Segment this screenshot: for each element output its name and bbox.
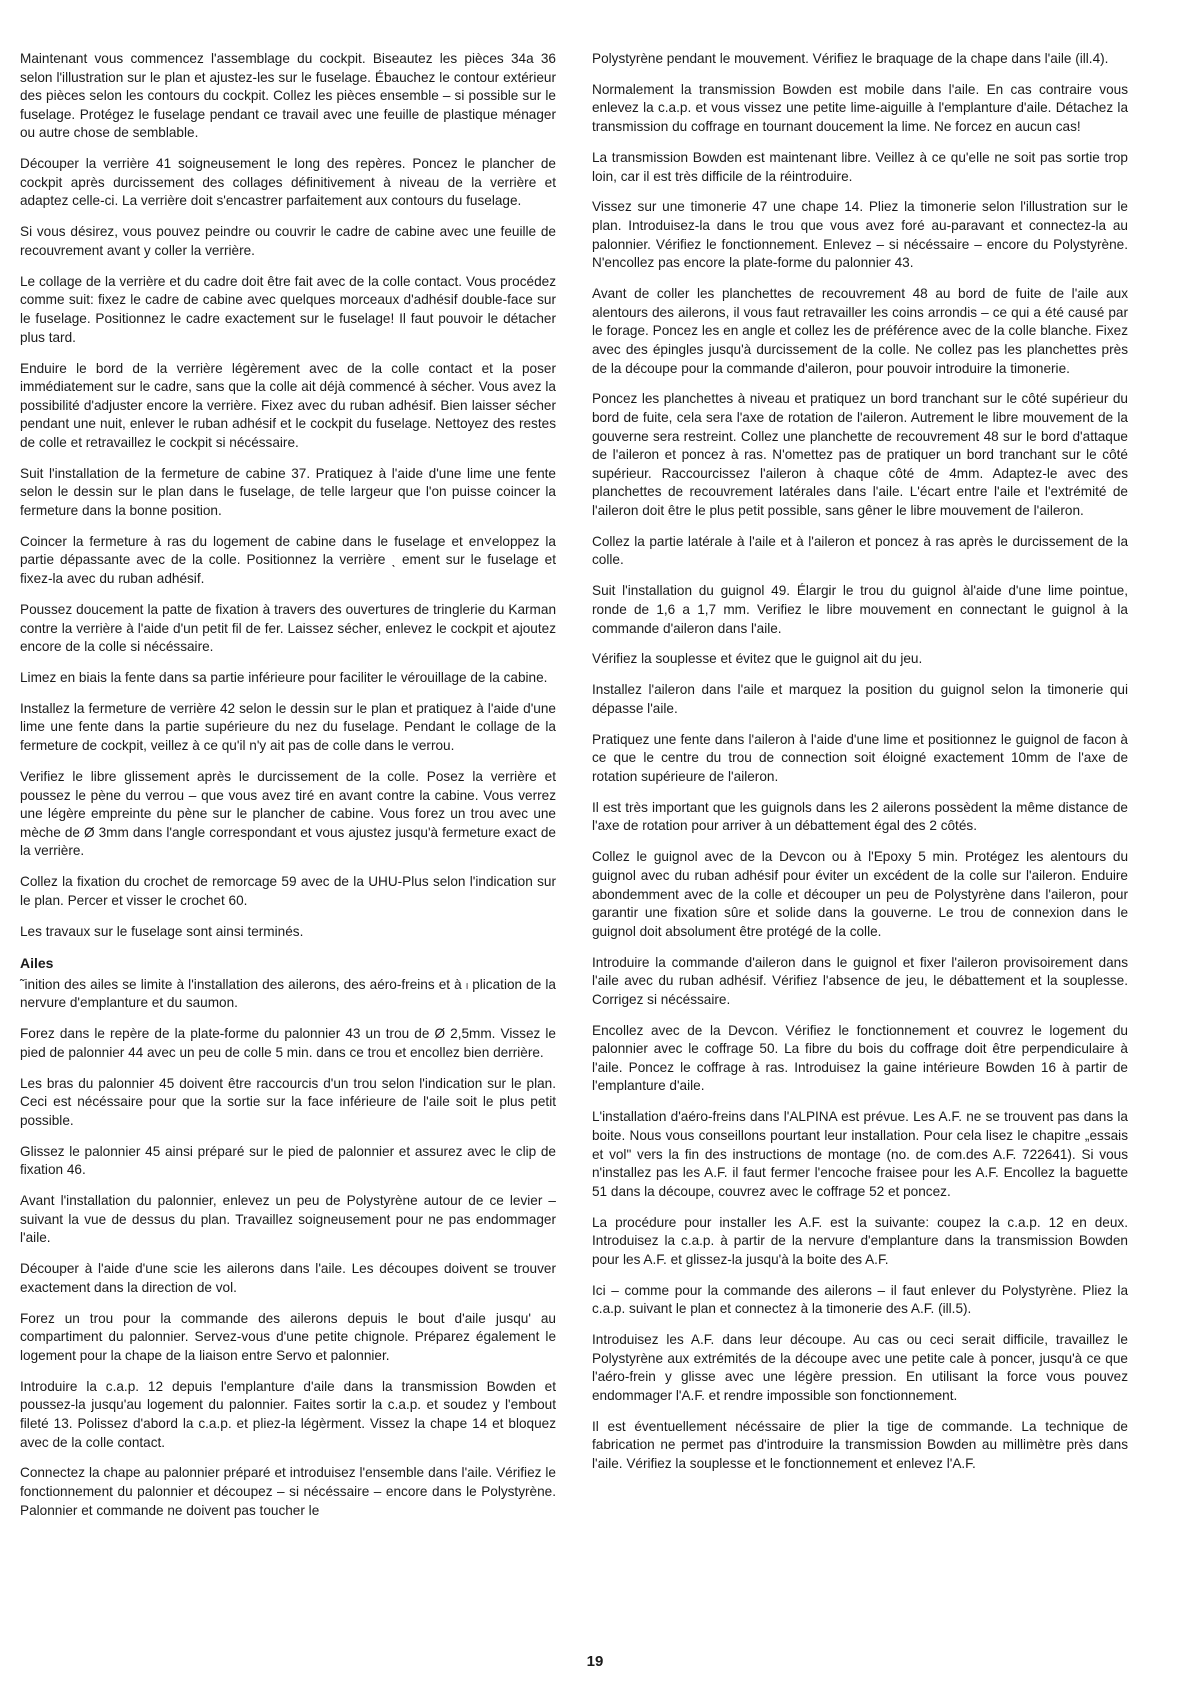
paragraph: Suit l'installation de la fermeture de cabine 37. Pratiquez à l'aide d'une lime une fente selon le dessin sur le plan dans le fuselage, de telle largeur que l'on puisse coincer la fermeture dans la bonne position. xyxy=(20,465,556,518)
paragraph: Découper la verrière 41 soigneusement le long des repères. Poncez le plancher de cockpit après durcissement des collages définitivement à niveau de la verrière et adaptez celle-ci. La verrière doit s'encastrer parfaitement aux contours du fuselage. xyxy=(20,156,556,209)
paragraph: Le collage de la verrière et du cadre doit être fait avec de la colle contact. Vous procédez comme suit: fixez le cadre de cabine avec quelques morceaux d'adhésif double-face sur le fuselage. Positionnez le cadre exactement sur le fuselage! Il faut pouvoir le détacher plus tard. xyxy=(20,273,556,345)
paragraph: Forez dans le repère de la plate-forme du palonnier 43 un trou de Ø 2,5mm. Vissez le pied de palonnier 44 avec un peu de colle 5 min. dans ce trou et encollez bien derrière. xyxy=(20,1026,556,1060)
paragraph: Poussez doucement la patte de fixation à travers des ouvertures de tringlerie du Karman contre la verrière à l'aide d'un petit fil de fer. Laissez sécher, enlevez le cockpit et ajoutez encore de la colle si nécéssaire. xyxy=(20,601,556,655)
paragraph: Coincer la fermeture à ras du logement de cabine dans le fuselage et en˅eloppez la partie dépassante avec de la colle. Positionnez la verrière ˎ ement sur le fuselage et fixez-la avec du ruban adhésif. xyxy=(20,533,556,587)
paragraph: Avant l'installation du palonnier, enlevez un peu de Polystyrène autour de ce levier – suivant la vue de dessus du plan. Travaillez soigneusement pour ne pas endommager l'aile. xyxy=(20,1193,556,1246)
paragraph: La transmission Bowden est maintenant libre. Veillez à ce qu'elle ne soit pas sortie trop loin, car il est très difficile de la réintroduire. xyxy=(592,149,1128,184)
paragraph: Il est très important que les guignols dans les 2 ailerons possèdent la même distance de l'axe de rotation pour arriver à un débattement égal des 2 côtés. xyxy=(592,799,1128,834)
paragraph: Avant de coller les planchettes de recouvrement 48 au bord de fuite de l'aile aux alentours des ailerons, il vous faut retravailler les coins arrondis – ce qui a été causé par le forage. Poncez les en angle et collez les de préférence avec de la colle blanche. Fixez avec des épingles jusqu'à durcissement de la colle. Ne collez pas les planchettes près de la découpe pour la commande d'aileron, pour pouvoir introduire la timonerie. xyxy=(592,286,1128,376)
right-column xyxy=(592,50,1128,1486)
paragraph: Limez en biais la fente dans sa partie inférieure pour faciliter le vérouillage de la cabine. xyxy=(20,670,548,685)
paragraph: Collez la partie latérale à l'aile et à l'aileron et poncez à ras après le durcissement de la colle. xyxy=(592,533,1128,568)
paragraph: Polystyrène pendant le mouvement. Vérifiez le braquage de la chape dans l'aile (ill.4). xyxy=(592,51,1109,66)
paragraph: Introduire la c.a.p. 12 depuis l'emplanture d'aile dans la transmission Bowden et poussez-la jusqu'au logement du palonnier. Faites sortir la c.a.p. et soudez y l'embout fileté 13. Polissez d'abord la c.a.p. et pliez-la légèrment. Vissez la chape 14 et bloquez avec de la colle contact. xyxy=(20,1378,556,1450)
paragraph: Les bras du palonnier 45 doivent être raccourcis d'un trou selon l'indication sur le plan. Ceci est nécéssaire pour que la sortie sur la face inférieure de l'aile soit le plus petit possible. xyxy=(20,1075,556,1128)
paragraph: Suit l'installation du guignol 49. Élargir le trou du guignol àl'aide d'une lime pointue, ronde de 1,6 a 1,7 mm. Verifiez le libre mouvement en connectant le guignol à la commande d'aileron dans l'aile. xyxy=(592,583,1128,636)
paragraph: Vissez sur une timonerie 47 une chape 14. Pliez la timonerie selon l'illustration sur le plan. Introduisez-la dans le trou que vous avez foré au-paravant et connectez-la au palonnier. Vérifiez le fonctionnement. Enlevez – si nécéssaire – encore du Polystyrène. N'encollez pas encore la plate-forme du palonnier 43. xyxy=(592,199,1128,271)
paragraph: Les travaux sur le fuselage sont ainsi terminés. xyxy=(20,923,304,939)
paragraph: Maintenant vous commencez l'assemblage du cockpit. Biseautez les pièces 34a 36 selon l'illustration sur le plan et ajustez-les sur le fuselage. Ébauchez le contour extérieur des pièces selon les contours du cockpit. Collez les pièces ensemble – si possible sur le fuselage. Protégez le fuselage pendant ce travail avec une feuille de plastique ménager ou autre chose de semblable. xyxy=(20,51,556,141)
paragraph: Forez un trou pour la commande des ailerons depuis le bout d'aile jusqu' au compartiment du palonnier. Servez-vous d'une petite chignole. Préparez également le logement pour la chape de la liaison entre Servo et palonnier. xyxy=(20,1310,556,1363)
paragraph: Glissez le palonnier 45 ainsi préparé sur le pied de palonnier et assurez avec le clip de fixation 46. xyxy=(20,1143,556,1178)
paragraph: La procédure pour installer les A.F. est la suivante: coupez la c.a.p. 12 en deux. Introduisez la c.a.p. à partir de la nervure d'emplanture dans la transmission Bowden pour les A.F. et glissez-la jusqu'à la boite des A.F. xyxy=(592,1214,1128,1267)
paragraph: Connectez la chape au palonnier préparé et introduisez l'ensemble dans l'aile. Vérifiez le fonctionnement du palonnier et découpez – si nécéssaire – encore dans le Polystyrène. Palonnier et commande ne doivent pas toucher le xyxy=(20,1465,556,1518)
paragraph: Pratiquez une fente dans l'aileron à l'aide d'une lime et positionnez le guignol de facon à ce que le centre du trou de connection soit éloigné exactement 10mm de l'axe de rotation supérieure de l'aileron. xyxy=(592,731,1128,784)
paragraph: Collez le guignol avec de la Devcon ou à l'Epoxy 5 min. Protégez les alentours du guignol avec du ruban adhésif pour éviter un excédent de la colle sur l'aileron. Enduire abondemment avec de la colle et découper un peu de Polystyrène dans l'aileron, pour garantir une fixation sûre et solide dans la gouverne. Le trou de connexion dans le guignol doit absolument être protégé de la colle. xyxy=(592,849,1128,939)
paragraph: Découper à l'aide d'une scie les ailerons dans l'aile. Les découpes doivent se trouver exactement dans la direction de vol. xyxy=(20,1261,556,1295)
paragraph: Enduire le bord de la verrière légèrement avec de la colle contact et la poser immédiatement sur le cadre, sans que la colle ait déjà commencé à sécher. Vous avez la possibilité d'adjuster encore la verrière. Fixez avec du ruban adhésif. Bien laisser sécher pendant une nuit, enlever le ruban adhésif et le cockpit du fuselage. Nettoyez des restes de colle et retravaillez le cockpit si nécéssaire. xyxy=(20,360,556,450)
paragraph: Si vous désirez, vous pouvez peindre ou couvrir le cadre de cabine avec une feuille de recouvrement avant y coller la verrière. xyxy=(20,224,556,258)
page-number: 19 xyxy=(586,1653,604,1670)
paragraph: Il est éventuellement nécéssaire de plier la tige de commande. La technique de fabrication ne permet pas d'introduire la transmission Bowden au millimètre près dans l'aile. Vérifiez la souplesse et le fonctionnement et enlevez l'A.F. xyxy=(592,1418,1128,1472)
paragraph: Installez l'aileron dans l'aile et marquez la position du guignol selon la timonerie qui dépasse l'aile. xyxy=(592,682,1128,716)
left-column xyxy=(20,50,556,1533)
paragraph: ˜inition des ailes se limite à l'installation des ailerons, des aéro-freins et à ₗ plication de la nervure d'emplanture et du saumon. xyxy=(20,976,556,1011)
paragraph: Verifiez le libre glissement après le durcissement de la colle. Posez la verrière et poussez le pène du verrou – que vous avez tiré en avant contre la cabine. Vous verrez une légère empreinte du pène sur le plancher de cabine. Vous forez un trou avec une mèche de Ø 3mm dans l'angle correspondant et vous ajustez jusqu'à fermeture exact de la verrière. xyxy=(20,768,556,859)
paragraph: L'installation d'aéro-freins dans l'ALPINA est prévue. Les A.F. ne se trouvent pas dans la boite. Nous vous conseillons pourtant leur installation. Pour cela lisez le chapitre „essais et vol" vers la fin des instructions de montage (no. de com.des A.F. 722641). Si vous n'installez pas les A.F. il faut fermer l'encoche fraisee pour les A.F. Encollez la baguette 51 dans la découpe, couvrez avec le coffrage 52 et poncez. xyxy=(592,1109,1128,1199)
paragraph: Vérifiez la souplesse et évitez que le guignol ait du jeu. xyxy=(592,651,923,667)
section-heading: Ailes xyxy=(20,954,54,971)
paragraph: Collez la fixation du crochet de remorcage 59 avec de la UHU-Plus selon l'indication sur le plan. Percer et visser le crochet 60. xyxy=(20,874,556,908)
paragraph: Introduire la commande d'aileron dans le guignol et fixer l'aileron provisoirement dans l'aile avec du ruban adhésif. Vérifiez l'absence de jeu, le débattement et la souplesse. Corrigez si nécéssaire. xyxy=(592,954,1128,1007)
paragraph: Encollez avec de la Devcon. Vérifiez le fonctionnement et couvrez le logement du palonnier avec le coffrage 50. La fibre du bois du coffrage doit être perpendiculaire à l'aile. Poncez le coffrage à ras. Introduisez la gaine intérieure Bowden 16 à partir de l'emplanture d'aile. xyxy=(592,1022,1128,1094)
paragraph: Poncez les planchettes à niveau et pratiquez un bord tranchant sur le côté supérieur du bord de fuite, cela sera l'axe de rotation de l'aileron. Autrement le libre mouvement de la gouverne sera restreint. Collez une planchette de recouvrement 48 sur le bord d'attaque de l'aileron et poncez à ras. N'omettez pas de pratiquer un bord tranchant sur le côté supérieur. Raccourcissez l'aileron à chaque côté de 4mm. Adaptez-le avec des planchettes de recouvrement latérales dans l'aile. L'écart entre l'aile et l'extrémité de l'aileron doit être le plus petit possible, sans gêner le libre mouvement de l'aileron. xyxy=(592,391,1128,518)
paragraph: Installez la fermeture de verrière 42 selon le dessin sur le plan et pratiquez à l'aide d'une lime une fente dans la partie supérieure du nez du fuselage. Pendant le collage de la fermeture de cockpit, veillez à ce qu'il n'y ait pas de colle dans le verrou. xyxy=(20,700,556,754)
paragraph: Introduisez les A.F. dans leur découpe. Au cas ou ceci serait difficile, travaillez le Polystyrène aux extrémités de la découpe avec une petite cale à poncer, jusqu'à ce que l'aéro-frein y glisse avec une légère pression. En utilisant la force vous pouvez endommager l'A.F. et rendre impossible son fonctionnement. xyxy=(592,1332,1128,1403)
paragraph: Ici – comme pour la commande des ailerons – il faut enlever du Polystyrène. Pliez la c.a.p. suivant le plan et connectez à la timonerie des A.F. (ill.5). xyxy=(592,1282,1128,1317)
paragraph: Normalement la transmission Bowden est mobile dans l'aile. En cas contraire vous enlevez la c.a.p. et vous vissez une petite lime-aiguille à l'emplanture d'aile. Détachez la transmission du coffrage en tournant doucement la lime. Ne forcez en aucun cas! xyxy=(592,81,1128,135)
